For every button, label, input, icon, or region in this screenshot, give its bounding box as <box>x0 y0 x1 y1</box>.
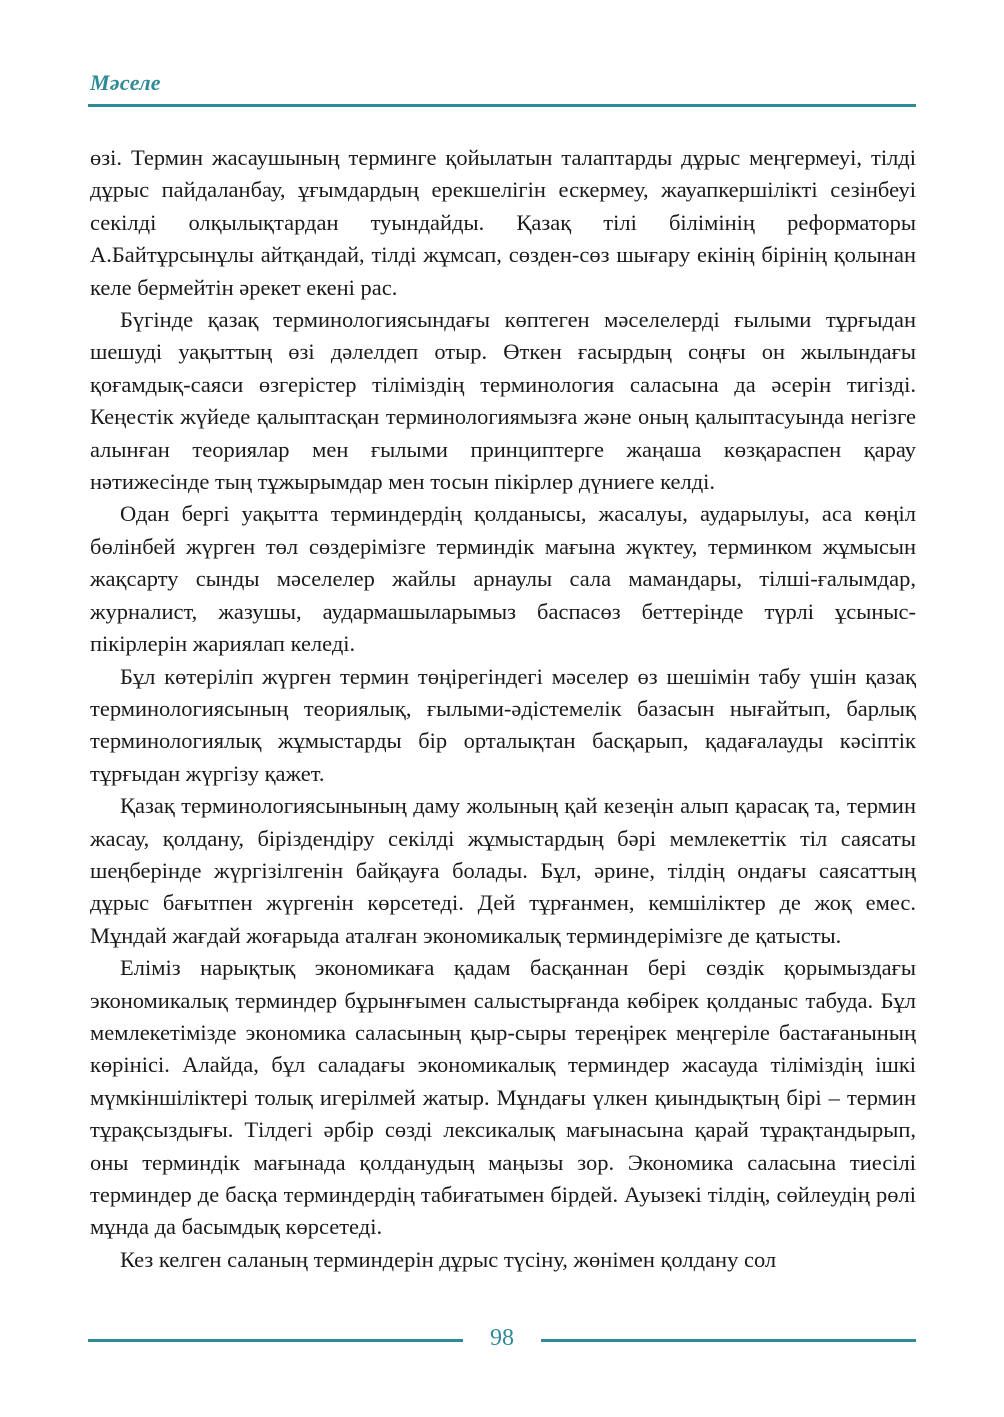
page-number: 98 <box>490 1325 514 1351</box>
paragraph: өзі. Термин жасаушының терминге қойылатын талаптарды дұрыс меңгермеуі, тілді дұрыс пайдаланбау, ұғымдардың ерекшелігін ескермеу, жауапкершілікті сезінбеуі секілді олқылықтардан туындайды. Қазақ тілі білімінің реформаторы А.Байтұрсынұлы айтқандай, тілді жұмсап, сөзден-сөз шығару екінің бірінің қолынан келе бермейтін әрекет екені рас. <box>90 145 916 300</box>
paragraph: Кез келген саланың терминдерін дұрыс түсіну, жөнімен қолдану сол <box>120 1246 777 1272</box>
paragraph: Еліміз нарықтық экономикаға қадам басқаннан бері сөздік қорымыздағы экономикалық терминдер бұрынғымен салыстырғанда көбірек қолданыс табуда. Бұл мемлекетімізде экономика саласының қыр-сыры тереңірек меңгеріле бастағанының көрінісі. Алайда, бұл саладағы экономикалық терминдер жасауда тіліміздің ішкі мүмкіншіліктері толық игерілмей жатыр. Мұндағы үлкен қиындықтың бірі – термин тұрақсыздығы. Тілдегі әрбір сөзді лексикалық мағынасына қарай тұрақтандырып, оны терминдік мағынада қолданудың маңызы зор. Экономика саласына тиесілі терминдер де басқа терминдердің табиғатымен бірдей. Ауызекі тілдің, сөйлеудің рөлі мұнда да басымдық көрсетеді. <box>90 955 916 1240</box>
footer-divider-left <box>88 1339 463 1342</box>
paragraph: Одан бергі уақытта терминдердің қолданысы, жасалуы, аударылуы, аса көңіл бөлінбей жүрген төл сөздерімізге терминдік мағына жүктеу, терминком жұмысын жақсарту сынды мәселелер жайлы арнаулы сала мамандары, тілші-ғалымдар, журналист, жазушы, аудармашыларымыз баспасөз беттерінде түрлі ұсыныс-пікірлерін жариялап келеді. <box>90 501 916 657</box>
footer-divider-right <box>541 1339 916 1342</box>
paragraph: Бұл көтеріліп жүрген термин төңірегіндегі мәселер өз шешімін табу үшін қазақ терминологиясының теориялық, ғылыми-әдістемелік базасын нығайтып, барлық терминологиялық жұмыстарды бір орталықтан басқарып, қадағалауды кәсіптік тұрғыдан жүргізу қажет. <box>90 663 916 786</box>
paragraph: Бүгінде қазақ терминологиясындағы көптеген мәселелерді ғылыми тұрғыдан шешуді уақыттың өзі дәлелдеп отыр. Өткен ғасырдың соңғы он жылындағы қоғамдық-саяси өзгерістер тіліміздің терминология саласына да әсерін тигізді. Кеңестік жүйеде қалыптасқан терминологиямызға және оның қалыптасуында негізге алынған теориялар мен ғылыми принциптерге жаңаша көзқараспен қарау нәтижесінде тың тұжырымдар мен тосын пікірлер дүниеге келді. <box>90 307 916 495</box>
paragraph: Қазақ терминологиясынының даму жолының қай кезеңін алып қарасақ та, термин жасау, қолдану, біріздендіру секілді жұмыстардың бәрі мемлекеттік тіл саясаты шеңберінде жүргізілгенін байқауға болады. Бұл, әрине, тілдің ондағы саясаттың дұрыс бағытпен жүргенін көрсетеді. Дей тұрғанмен, кемшіліктер де жоқ емес. Мұндай жағдай жоғарыда аталған экономикалық терминдерімізге де қатысты. <box>90 793 916 948</box>
header-divider <box>88 104 916 107</box>
section-title: Мәселе <box>90 70 161 95</box>
body-text <box>90 142 916 1276</box>
